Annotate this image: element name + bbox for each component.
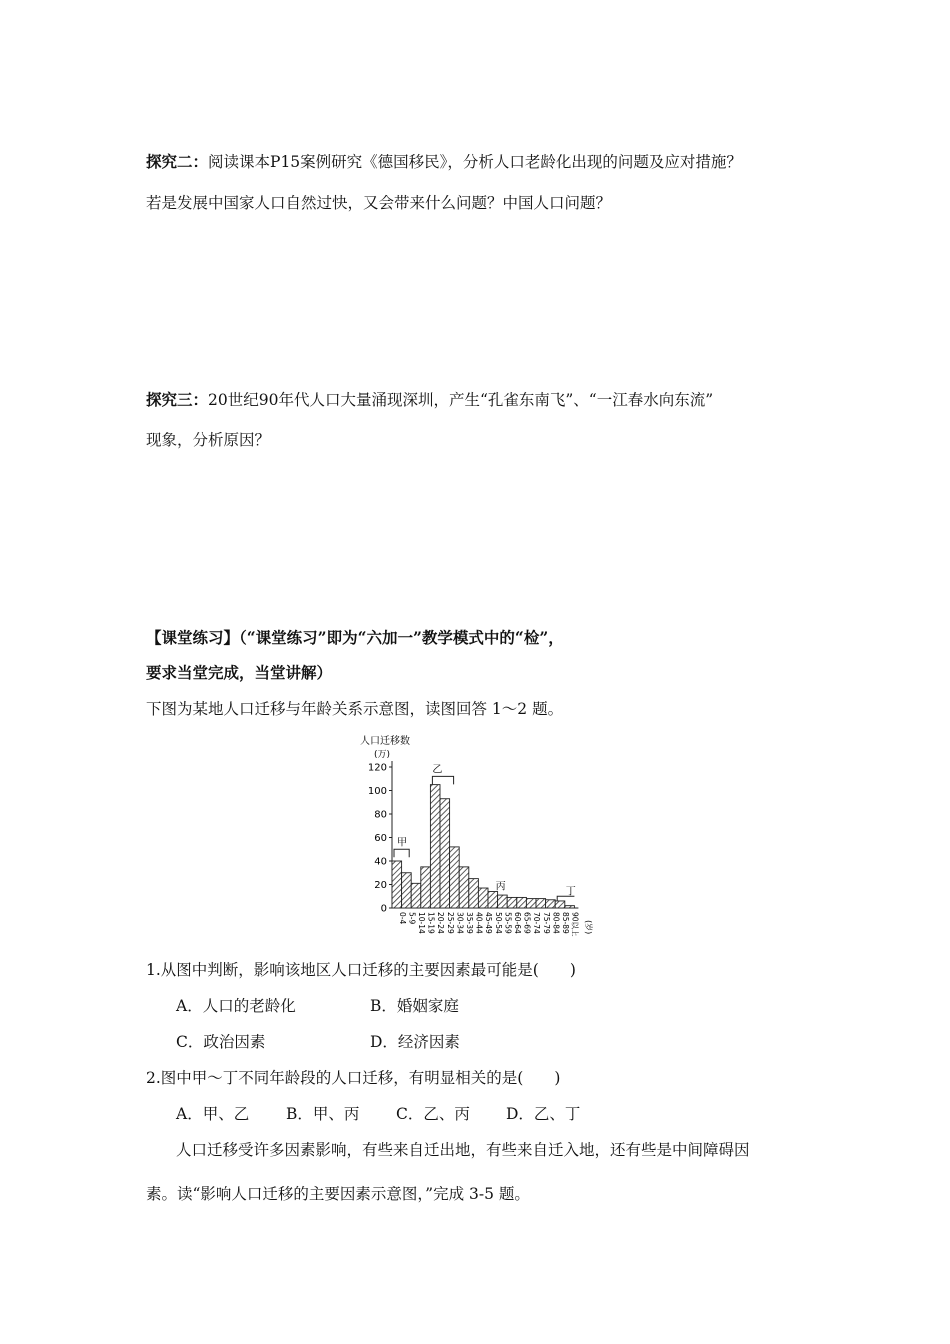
chart-bar: [392, 861, 402, 908]
chart-bar: [517, 897, 527, 908]
question-2-option-c: C．乙、丙: [396, 1105, 470, 1123]
chart-xunit: (岁): [584, 920, 593, 935]
chart-y-tick-label: 120: [367, 762, 387, 774]
chart-x-tick-label: 0-4: [397, 912, 407, 925]
explore2-text: 阅读课本P15案例研究《德国移民》，分析人口老龄化出现的问题及应对措施？: [208, 153, 742, 171]
chart-bar: [469, 879, 479, 908]
question-1-option-d: D．经济因素: [370, 1033, 460, 1051]
practice-heading: 【课堂练习】（“课堂练习”即为“六加一”教学模式中的“检”，: [146, 628, 564, 647]
chart-y-tick-label: 80: [374, 809, 387, 821]
chart-x-tick-label: 20-24: [436, 912, 446, 934]
chart-x-tick-label: 80-84: [551, 912, 561, 934]
chart-y-tick-label: 20: [374, 880, 387, 891]
chart-x-tick-label: 60-64: [513, 912, 522, 934]
migration-age-chart-svg: [360, 732, 600, 942]
chart-bar: [450, 847, 460, 908]
explore2-line1: [146, 152, 742, 172]
chart-bar: [488, 892, 498, 908]
chart-bar: [555, 901, 565, 908]
chart-ylabel: 人口迁移数: [360, 736, 410, 747]
chart-bar: [565, 906, 575, 908]
chart-x-tick-label: 15-19: [426, 912, 436, 934]
chart-yunit: (万): [374, 750, 391, 760]
chart-bar: [478, 888, 488, 908]
chart-bar: [402, 873, 412, 908]
practice-intro: 下图为某地人口迁移与年龄关系示意图，读图回答 1～2 题。: [146, 700, 564, 718]
chart-x-tick-label: 5-9: [407, 912, 417, 925]
chart-x-tick-label: 45-49: [484, 912, 494, 934]
practice-heading2: 要求当堂完成，当堂讲解）: [146, 663, 333, 682]
question-2-option-d: D．乙、丁: [506, 1105, 581, 1123]
question-1-options-row1: [176, 996, 459, 1016]
chart-y-tick-label: 40: [374, 856, 387, 868]
chart-x-tick-label: 90以上: [570, 912, 580, 937]
chart-bar: [507, 897, 517, 908]
question-2-stem: 2.图中甲～丁不同年龄段的人口迁移，有明显相关的是( ): [146, 1069, 561, 1087]
chart-bar: [421, 867, 431, 908]
question-1-option-b: B．婚姻家庭: [370, 997, 459, 1015]
chart-x-tick-label: 70-74: [532, 912, 542, 934]
chart-y-tick-label: 100: [367, 786, 387, 797]
question-1-options-row2: [176, 1032, 460, 1052]
chart-annotation-bing: 丙: [495, 881, 506, 893]
chart-bar: [440, 799, 450, 908]
chart-x-tick-label: 50-54: [493, 912, 503, 934]
question-2-option-a: A．甲、乙: [176, 1105, 250, 1123]
closing-line2: 素。读“影响人口迁移的主要因素示意图，”完成 3-5 题。: [146, 1185, 530, 1203]
explore3-line1: [146, 390, 713, 410]
chart-bracket-jia: [394, 849, 409, 857]
chart-x-tick-label: 40-44: [474, 912, 484, 934]
explore3-text: 20世纪90年代人口大量涌现深圳，产生“孔雀东南飞”、“一江春水向东流”: [208, 391, 714, 409]
chart-bar: [430, 785, 440, 908]
chart-x-tick-label: 75-79: [541, 912, 551, 934]
chart-x-tick-label: 35-39: [465, 912, 474, 934]
migration-age-chart: [360, 732, 600, 942]
explore3-label: 探究三：: [146, 390, 209, 409]
chart-y-tick-label: 60: [374, 833, 387, 844]
question-1-option-a: A．人口的老龄化: [176, 997, 296, 1015]
chart-bar: [526, 899, 536, 908]
question-1-stem: 1.从图中判断，影响该地区人口迁移的主要因素最可能是( ): [146, 961, 576, 979]
chart-bar: [536, 899, 546, 908]
explore2-line2: 若是发展中国家人口自然过快，又会带来什么问题？中国人口问题？: [146, 194, 612, 212]
chart-x-tick-label: 55-59: [503, 912, 513, 934]
chart-annotation-yi: 乙: [432, 764, 443, 776]
explore2-label: 探究二：: [146, 152, 209, 171]
question-2-options: [176, 1104, 580, 1124]
chart-x-tick-label: 65-69: [522, 912, 532, 934]
chart-x-tick-label: 30-34: [455, 912, 465, 934]
question-2-option-b: B．甲、丙: [286, 1105, 360, 1123]
question-1-option-c: C．政治因素: [176, 1033, 266, 1051]
explore3-line2: 现象，分析原因？: [146, 431, 271, 449]
chart-bar: [459, 867, 469, 908]
chart-bracket-yi: [432, 776, 453, 784]
chart-bar: [546, 900, 556, 908]
chart-x-tick-label: 25-29: [445, 912, 455, 934]
chart-annotation-ding: 丁: [565, 886, 576, 898]
chart-x-tick-label: 10-14: [417, 912, 426, 934]
chart-bar: [411, 883, 421, 908]
chart-annotation-jia: 甲: [397, 837, 407, 849]
chart-y-tick-label: 0: [380, 903, 387, 915]
chart-bar: [498, 895, 508, 908]
closing-line1: 人口迁移受许多因素影响，有些来自迁出地，有些来自迁入地，还有些是中间障碍因: [176, 1141, 750, 1159]
chart-x-tick-label: 85-89: [561, 912, 570, 934]
